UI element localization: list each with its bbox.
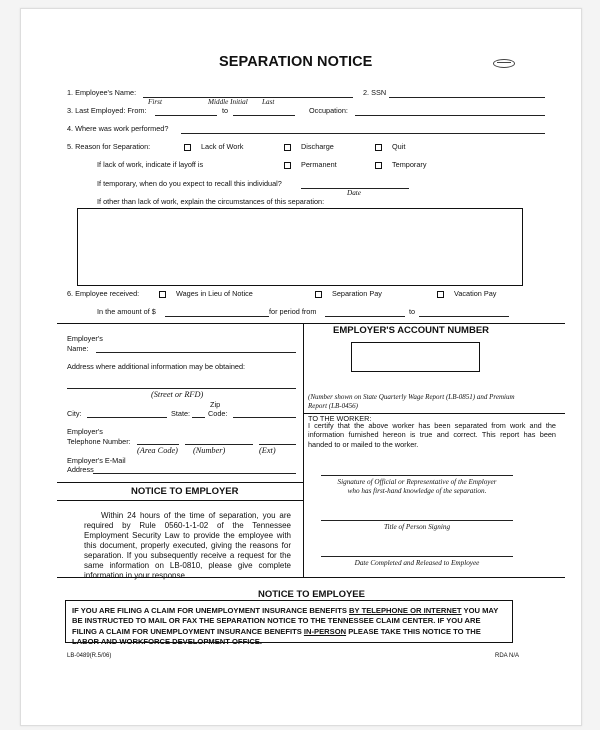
employee-name-input[interactable] bbox=[143, 97, 353, 98]
phone-ext-input[interactable] bbox=[259, 444, 296, 445]
title-caption: Title of Person Signing bbox=[383, 523, 451, 531]
to-label: to bbox=[222, 106, 229, 115]
checkbox-icon bbox=[159, 291, 166, 298]
discharge-checkbox[interactable]: Discharge bbox=[284, 142, 334, 151]
area-code-input[interactable] bbox=[137, 444, 179, 445]
employed-to-input[interactable] bbox=[233, 115, 295, 116]
where-work-input[interactable] bbox=[181, 133, 545, 134]
notice-employer-divider bbox=[57, 482, 303, 483]
account-number-input[interactable] bbox=[351, 342, 480, 372]
city-input[interactable] bbox=[87, 417, 167, 418]
period-to-input[interactable] bbox=[419, 316, 509, 317]
circumstances-textarea[interactable] bbox=[77, 208, 523, 286]
form-title: SEPARATION NOTICE bbox=[219, 54, 373, 70]
section-divider bbox=[57, 323, 565, 324]
amount-label: In the amount of $ bbox=[97, 307, 156, 316]
ssn-label: 2. SSN bbox=[363, 88, 387, 97]
ssn-input[interactable] bbox=[389, 97, 545, 98]
occupation-label: Occupation: bbox=[309, 106, 348, 115]
middle-caption: Middle Initial bbox=[208, 98, 248, 106]
period-from-label: for period from bbox=[269, 307, 317, 316]
phone-number-input[interactable] bbox=[185, 444, 253, 445]
checkbox-icon bbox=[375, 144, 382, 151]
number-caption: (Number) bbox=[193, 446, 226, 455]
area-code-caption: (Area Code) bbox=[137, 446, 178, 455]
column-divider bbox=[303, 323, 304, 577]
city-label: City: bbox=[67, 409, 82, 418]
date-released-input[interactable] bbox=[321, 556, 513, 557]
first-caption: First bbox=[148, 98, 162, 106]
notice-employer-heading: NOTICE TO EMPLOYER bbox=[131, 486, 239, 497]
email-label-1: Employer's E-Mail bbox=[67, 456, 126, 465]
checkbox-icon bbox=[284, 144, 291, 151]
vacation-pay-checkbox[interactable]: Vacation Pay bbox=[437, 289, 496, 298]
notice-employee-text: IF YOU ARE FILING A CLAIM FOR UNEMPLOYMENT INSURANCE BENEFITS BY TELEPHONE OR INTERNET YOU MAY BE INSTRUCTED TO MAIL OR FAX THE SEPARATION NOTICE TO THE TENNESSEE CLAIM CENTER. IF YOU ARE FILING A CLAIM FOR UNEMPLOYMENT INSURANCE BENEFITS IN-PERSON PLEASE TAKE THIS NOTICE TO THE LABOR AND WORKFORCE DEVELOPMENT OFFICE. bbox=[72, 606, 499, 647]
address-label: Address where additional information may be obtained: bbox=[67, 362, 246, 371]
checkbox-icon bbox=[284, 162, 291, 169]
certification-text: I certify that the above worker has been separated from work and the information furnished hereon is true and correct. This report has been handed to or mailed to the worker. bbox=[308, 421, 556, 449]
account-number-heading: EMPLOYER'S ACCOUNT NUMBER bbox=[333, 325, 490, 336]
temporary-checkbox[interactable]: Temporary bbox=[375, 160, 426, 169]
state-label: State: bbox=[171, 409, 191, 418]
date-caption: Date bbox=[347, 189, 361, 197]
employee-name-label: 1. Employee's Name: bbox=[67, 88, 137, 97]
checkbox-icon bbox=[184, 144, 191, 151]
form-code: LB-0489(R.5/06) bbox=[67, 653, 112, 659]
checkbox-icon bbox=[437, 291, 444, 298]
permanent-checkbox[interactable]: Permanent bbox=[284, 160, 337, 169]
ext-caption: (Ext) bbox=[259, 446, 276, 455]
signature-caption-1: Signature of Official or Representative of the Employer bbox=[337, 478, 497, 486]
notice-employer-divider-2 bbox=[57, 500, 303, 501]
separation-pay-checkbox[interactable]: Separation Pay bbox=[315, 289, 382, 298]
checkbox-icon bbox=[315, 291, 322, 298]
street-caption: (Street or RFD) bbox=[151, 390, 204, 399]
date-released-caption: Date Completed and Released to Employee bbox=[354, 559, 480, 567]
notice-employee-box bbox=[65, 600, 513, 647]
notice-employee-heading: NOTICE TO EMPLOYEE bbox=[258, 589, 365, 600]
last-caption: Last bbox=[262, 98, 275, 106]
if-other-label: If other than lack of work, explain the circumstances of this separation: bbox=[97, 197, 325, 206]
amount-input[interactable] bbox=[165, 316, 269, 317]
email-input[interactable] bbox=[93, 473, 296, 474]
lack-of-work-checkbox[interactable]: Lack of Work bbox=[184, 142, 243, 151]
if-lack-label: If lack of work, indicate if layoff is bbox=[97, 160, 204, 169]
notice-employer-body: Within 24 hours of the time of separation, you are required by Rule 0560-1-1-02 of the Tennessee Employment Security Law to provide the employee with this document, properly executed, giving the reasons for separation. If you subsequently receive a request for the same information on LB-0810, please give complete information in your response. bbox=[84, 511, 291, 580]
quit-checkbox[interactable]: Quit bbox=[375, 142, 405, 151]
occupation-input[interactable] bbox=[355, 115, 545, 116]
street-input[interactable] bbox=[67, 388, 296, 389]
reason-label: 5. Reason for Separation: bbox=[67, 142, 151, 151]
zip-label-top: Zip bbox=[210, 400, 221, 409]
employer-name-label-1: Employer's bbox=[67, 334, 103, 343]
zip-label: Code: bbox=[208, 409, 228, 418]
period-from-input[interactable] bbox=[325, 316, 405, 317]
wages-lieu-checkbox[interactable]: Wages in Lieu of Notice bbox=[159, 289, 253, 298]
signature-input[interactable] bbox=[321, 475, 513, 476]
state-input[interactable] bbox=[192, 417, 205, 418]
zip-input[interactable] bbox=[233, 417, 296, 418]
employed-from-input[interactable] bbox=[155, 115, 217, 116]
where-work-label: 4. Where was work performed? bbox=[67, 124, 169, 133]
checkbox-icon bbox=[375, 162, 382, 169]
email-label-2: Address bbox=[67, 465, 94, 474]
if-temp-label: If temporary, when do you expect to recall this individual? bbox=[97, 179, 282, 188]
employer-name-input[interactable] bbox=[96, 352, 296, 353]
state-seal-icon bbox=[493, 59, 515, 68]
last-employed-label: 3. Last Employed: From: bbox=[67, 106, 147, 115]
to-worker-label: TO THE WORKER: bbox=[308, 414, 372, 423]
phone-label-1: Employer's bbox=[67, 427, 103, 436]
rda-code: RDA N/A bbox=[495, 653, 520, 659]
signature-caption-2: who has first-hand knowledge of the separation. bbox=[347, 487, 487, 495]
employee-received-label: 6. Employee received: bbox=[67, 289, 140, 298]
bottom-divider bbox=[57, 577, 565, 578]
phone-label-2: Telephone Number: bbox=[67, 437, 131, 446]
employer-name-label-2: Name: bbox=[67, 344, 89, 353]
account-number-note: (Number shown on State Quarterly Wage Report (LB-0851) and Premium Report (LB-0456) bbox=[308, 393, 515, 410]
form-page bbox=[20, 8, 582, 726]
period-to-label: to bbox=[409, 307, 416, 316]
title-input[interactable] bbox=[321, 520, 513, 521]
